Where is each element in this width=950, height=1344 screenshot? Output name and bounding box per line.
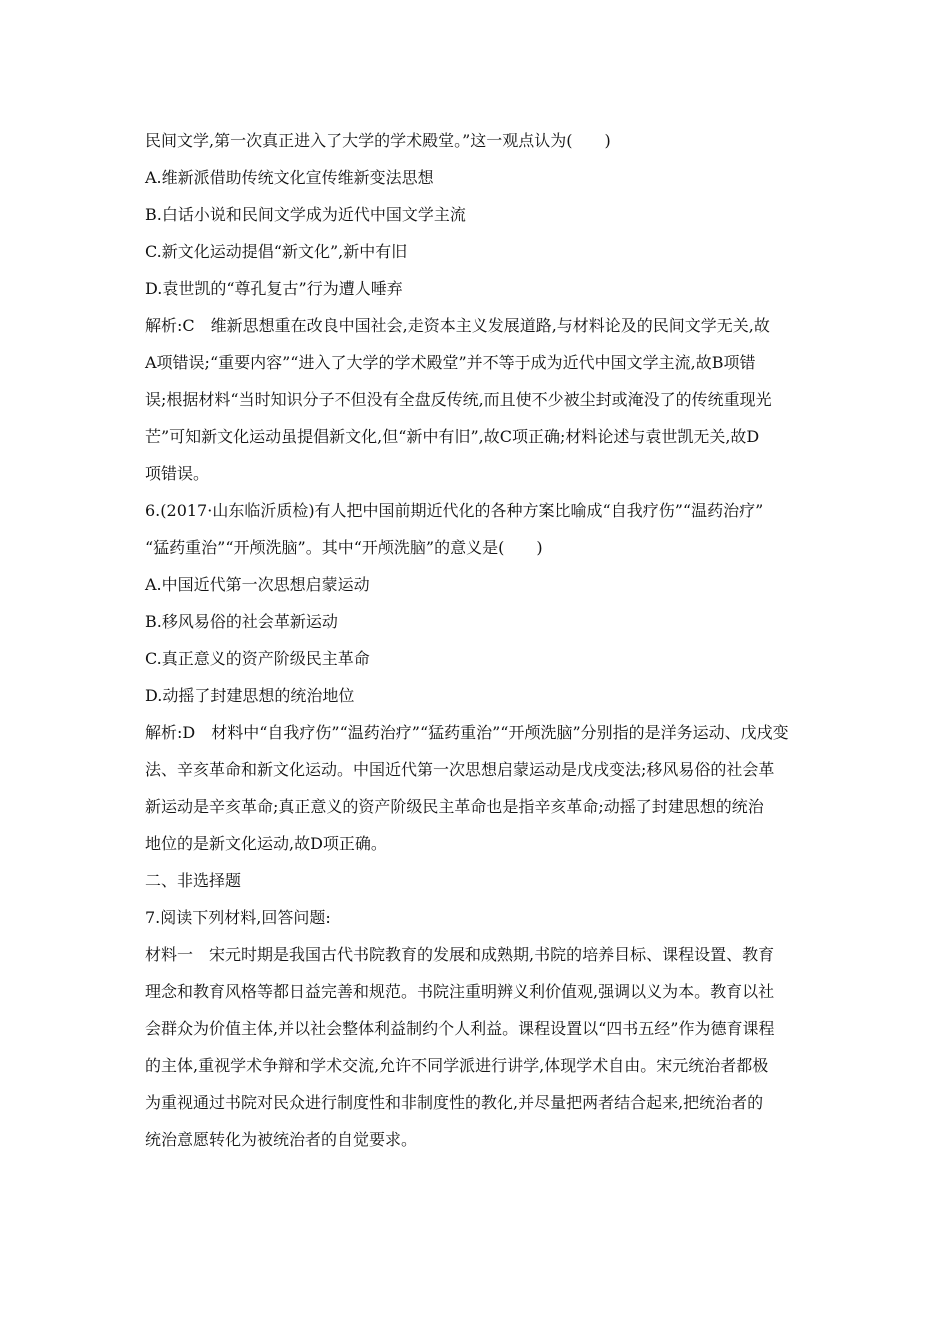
question-6-stem: 6.(2017·山东临沂质检)有人把中国前期近代化的各种方案比喻成“自我疗伤”“温药治疗” bbox=[145, 501, 764, 520]
material-one-line: 统治意愿转化为被统治者的自觉要求。 bbox=[145, 1130, 418, 1149]
document-body bbox=[145, 122, 813, 1158]
question-5-stem-continued: 民间文学,第一次真正进入了大学的学术殿堂。”这一观点认为( ) bbox=[145, 131, 611, 150]
question-7-stem: 7.阅读下列材料,回答问题: bbox=[145, 908, 331, 927]
question-6-option-c: C.真正意义的资产阶级民主革命 bbox=[145, 649, 370, 668]
material-one-line: 材料一 宋元时期是我国古代书院教育的发展和成熟期,书院的培养目标、课程设置、教育 bbox=[145, 945, 775, 964]
question-5-analysis-line: 解析:C 维新思想重在改良中国社会,走资本主义发展道路,与材料论及的民间文学无关,故 bbox=[145, 316, 770, 335]
section-heading: 二、非选择题 bbox=[145, 871, 242, 890]
material-one-line: 会群众为价值主体,并以社会整体利益制约个人利益。课程设置以“四书五经”作为德育课程 bbox=[145, 1019, 775, 1038]
question-6-analysis-line: 新运动是辛亥革命;真正意义的资产阶级民主革命也是指辛亥革命;动摇了封建思想的统治 bbox=[145, 797, 764, 816]
material-one-line: 的主体,重视学术争辩和学术交流,允许不同学派进行讲学,体现学术自由。宋元统治者都极 bbox=[145, 1056, 769, 1075]
question-6-option-d: D.动摇了封建思想的统治地位 bbox=[145, 686, 355, 705]
question-5-option-d: D.袁世凯的“尊孔复古”行为遭人唾弃 bbox=[145, 279, 403, 298]
question-5-analysis-line: A项错误;“重要内容”“进入了大学的学术殿堂”并不等于成为近代中国文学主流,故B项错 bbox=[145, 353, 756, 372]
question-6-stem: “猛药重治”“开颅洗脑”。其中“开颅洗脑”的意义是( ) bbox=[145, 538, 543, 557]
material-one-line: 理念和教育风格等都日益完善和规范。书院注重明辨义利价值观,强调以义为本。教育以社 bbox=[145, 982, 775, 1001]
question-5-analysis-line: 误;根据材料“当时知识分子不但没有全盘反传统,而且使不少被尘封或淹没了的传统重现光 bbox=[145, 390, 772, 409]
question-5-option-b: B.白话小说和民间文学成为近代中国文学主流 bbox=[145, 205, 466, 224]
question-6-analysis-line: 法、辛亥革命和新文化运动。中国近代第一次思想启蒙运动是戊戌变法;移风易俗的社会革 bbox=[145, 760, 775, 779]
question-6-analysis-line: 地位的是新文化运动,故D项正确。 bbox=[145, 834, 387, 853]
question-6-option-a: A.中国近代第一次思想启蒙运动 bbox=[145, 575, 370, 594]
question-5-option-a: A.维新派借助传统文化宣传维新变法思想 bbox=[145, 168, 434, 187]
material-one-line: 为重视通过书院对民众进行制度性和非制度性的教化,并尽量把两者结合起来,把统治者的 bbox=[145, 1093, 764, 1112]
question-6-analysis-line: 解析:D 材料中“自我疗伤”“温药治疗”“猛药重治”“开颅洗脑”分别指的是洋务运动、戊戌变 bbox=[145, 723, 789, 742]
question-6-option-b: B.移风易俗的社会革新运动 bbox=[145, 612, 338, 631]
question-5-option-c: C.新文化运动提倡“新文化”,新中有旧 bbox=[145, 242, 408, 261]
question-5-analysis-line: 芒”可知新文化运动虽提倡新文化,但“新中有旧”,故C项正确;材料论述与袁世凯无关,故D bbox=[145, 427, 760, 446]
question-5-analysis-line: 项错误。 bbox=[145, 464, 210, 483]
